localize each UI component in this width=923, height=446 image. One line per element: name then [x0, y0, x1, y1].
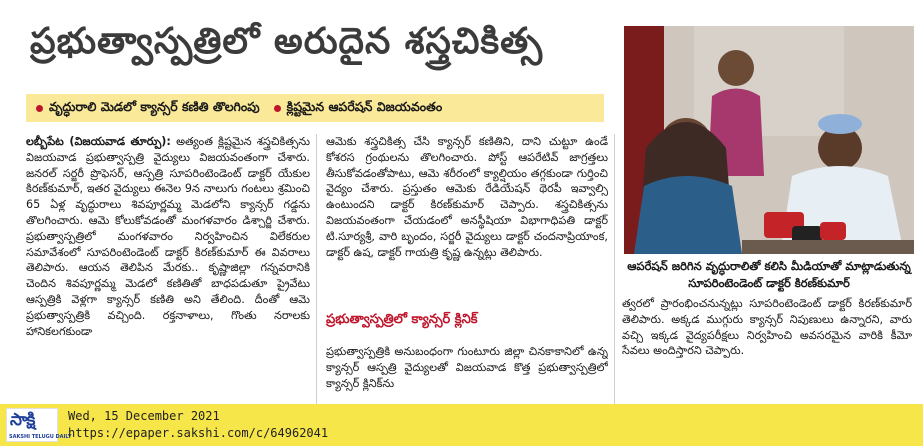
- footer-info: [68, 408, 328, 442]
- column-divider: [614, 134, 615, 404]
- photo-caption: ఆపరేషన్ జరిగిన వృద్ధురాలితో కలిసి మీడియాతో మాట్లాడుతున్న సూపరింటెండెంట్ డాక్టర్ కిరణ్‌కుమార్: [627, 259, 911, 290]
- column-divider: [316, 134, 317, 404]
- article-column-1-text: అత్యంత క్లిష్టమైన శస్త్రచికిత్సను విజయవాడ ప్రభుత్వాస్పత్రి వైద్యులు విజయవంతంగా చేశారు. జనరల్ సర్జరీ ప్రొఫెసర్, ఆస్పత్రి సూపరింటెండెంట్ డాక్టర్ యేకుల కిరణ్‌కుమార్, ఇతర వైద్యులు ఈనెల 9న నాలుగు గంటలు శ్రమించి 65 ఏళ్ల వృద్ధురాలు శివపూర్ణమ్మ మెడలోని క్యాన్సర్ గడ్డను తొలగించారు. ఆమె కోలుకోవడంతో మంగళవారం డిశ్చార్జి చేశారు. ప్రభుత్వాస్పత్రిలో మంగళవారం నిర్వహించిన విలేకరుల సమావేశంలో సూపరింటెండెంట్ డాక్టర్ కిరణ్‌కుమార్ ఈ వివరాలు తెలిపారు. ఆయన తెలిపిన మేరకు.. కృష్ణాజిల్లా గన్నవరానికి చెందిన శివపూర్ణమ్మ మెడలో కణితితో బాధపడుతూ ప్రైవేటు ఆస్పత్రికి వెళ్లగా క్యాన్సర్ కణితి అని తేలింది. దీంతో ఆమె ప్రభుత్వాస్పత్రికి వచ్చింది. రక్తనాళాలు, గొంతు నరాలకు హానికలగకుండా: [26, 135, 310, 338]
- article-column-3: [326, 344, 608, 406]
- article-column-3-text: ప్రభుత్వాస్పత్రికి అనుబంధంగా గుంటూరు జిల్లా చినకాకానిలో ఉన్న క్యాన్సర్ ఆస్పత్రి వైద్యులతో విజయవాడ కొత్త ప్రభుత్వాస్పత్రిలో క్యాన్సర్ క్లినిక్‌ను: [326, 345, 608, 390]
- news-photo: [624, 26, 914, 254]
- sakshi-logo: [6, 408, 72, 442]
- subheadline-2: [274, 99, 443, 118]
- publication-date: Wed, 15 December 2021: [68, 409, 220, 423]
- subheadline-bar: [26, 94, 604, 122]
- photo-illustration: [624, 26, 914, 254]
- logo-tagline: SAKSHI TELUGU DAILY: [9, 434, 72, 440]
- logo-wordmark: సాక్షి: [10, 410, 35, 430]
- epaper-footer: [0, 404, 923, 446]
- article-column-1: [26, 134, 310, 380]
- article-column-4: [622, 296, 912, 402]
- bullet-icon: [274, 105, 281, 112]
- article-column-2-text: ఆమెకు శస్త్రచికిత్స చేసి క్యాన్సర్ కణితిని, దాని చుట్టూ ఉండే కోశరస గ్రంథులను తొలగించారు. పోస్ట్ ఆపరేటివ్ జాగ్రత్తలు తీసుకోవడంతోపాటు, ఆమె శరీరంలో క్యాల్షియం తగ్గకుండా గుర్తించి వైద్యం చేశారు. ప్రస్తుతం ఆమెకు రేడియేషన్ థెరపీ ఇవ్వాల్సి ఉంటుందని డాక్టర్ కిరణ్‌కుమార్ చెప్పారు. శస్త్రచికిత్సను విజయవంతంగా చేయడంలో అనస్థీషియా విభాగాధిపతి డాక్టర్ టి.సూర్యశ్రీ, వారి బృందం, సర్జరీ వైద్యులు డాక్టర్ చందనాప్రియాంక, డాక్టర్ ఉష, డాక్టర్ గాయత్రి కృష్ణ ఉన్నట్లు తెలిపారు.: [326, 135, 608, 259]
- epaper-url[interactable]: https://epaper.sakshi.com/c/64962041: [68, 426, 329, 440]
- subheadline-1-text: వృద్ధురాలి మెడలో క్యాన్సర్ కణితి తొలగింపు: [49, 98, 260, 114]
- section-heading: ప్రభుత్వాస్పత్రిలో క్యాన్సర్ క్లినిక్: [326, 312, 478, 327]
- article-headline: ప్రభుత్వాస్పత్రిలో అరుదైన శస్త్రచికిత్స: [30, 20, 544, 62]
- bullet-icon: [36, 105, 43, 112]
- article-column-4-text: త్వరలో ప్రారంభించనున్నట్లు సూపరింటెండెంట్ డాక్టర్ కిరణ్‌కుమార్ తెలిపారు. అక్కడ ముగ్గురు క్యాన్సర్ నిపుణులు ఉన్నారని, వారు వచ్చి ఇక్కడ వైద్యపరీక్షలు నిర్వహించి అవసరమైన వారికి కీమో సేవలు అందిస్తారని చెప్పారు.: [622, 297, 912, 358]
- subheadline-1: [36, 99, 260, 118]
- article-dateline: లబ్బీపేట (విజయవాడ తూర్పు):: [26, 135, 171, 148]
- subheadline-2-text: క్లిష్టమైన ఆపరేషన్ విజయవంతం: [286, 98, 443, 114]
- article-column-2: [326, 134, 608, 306]
